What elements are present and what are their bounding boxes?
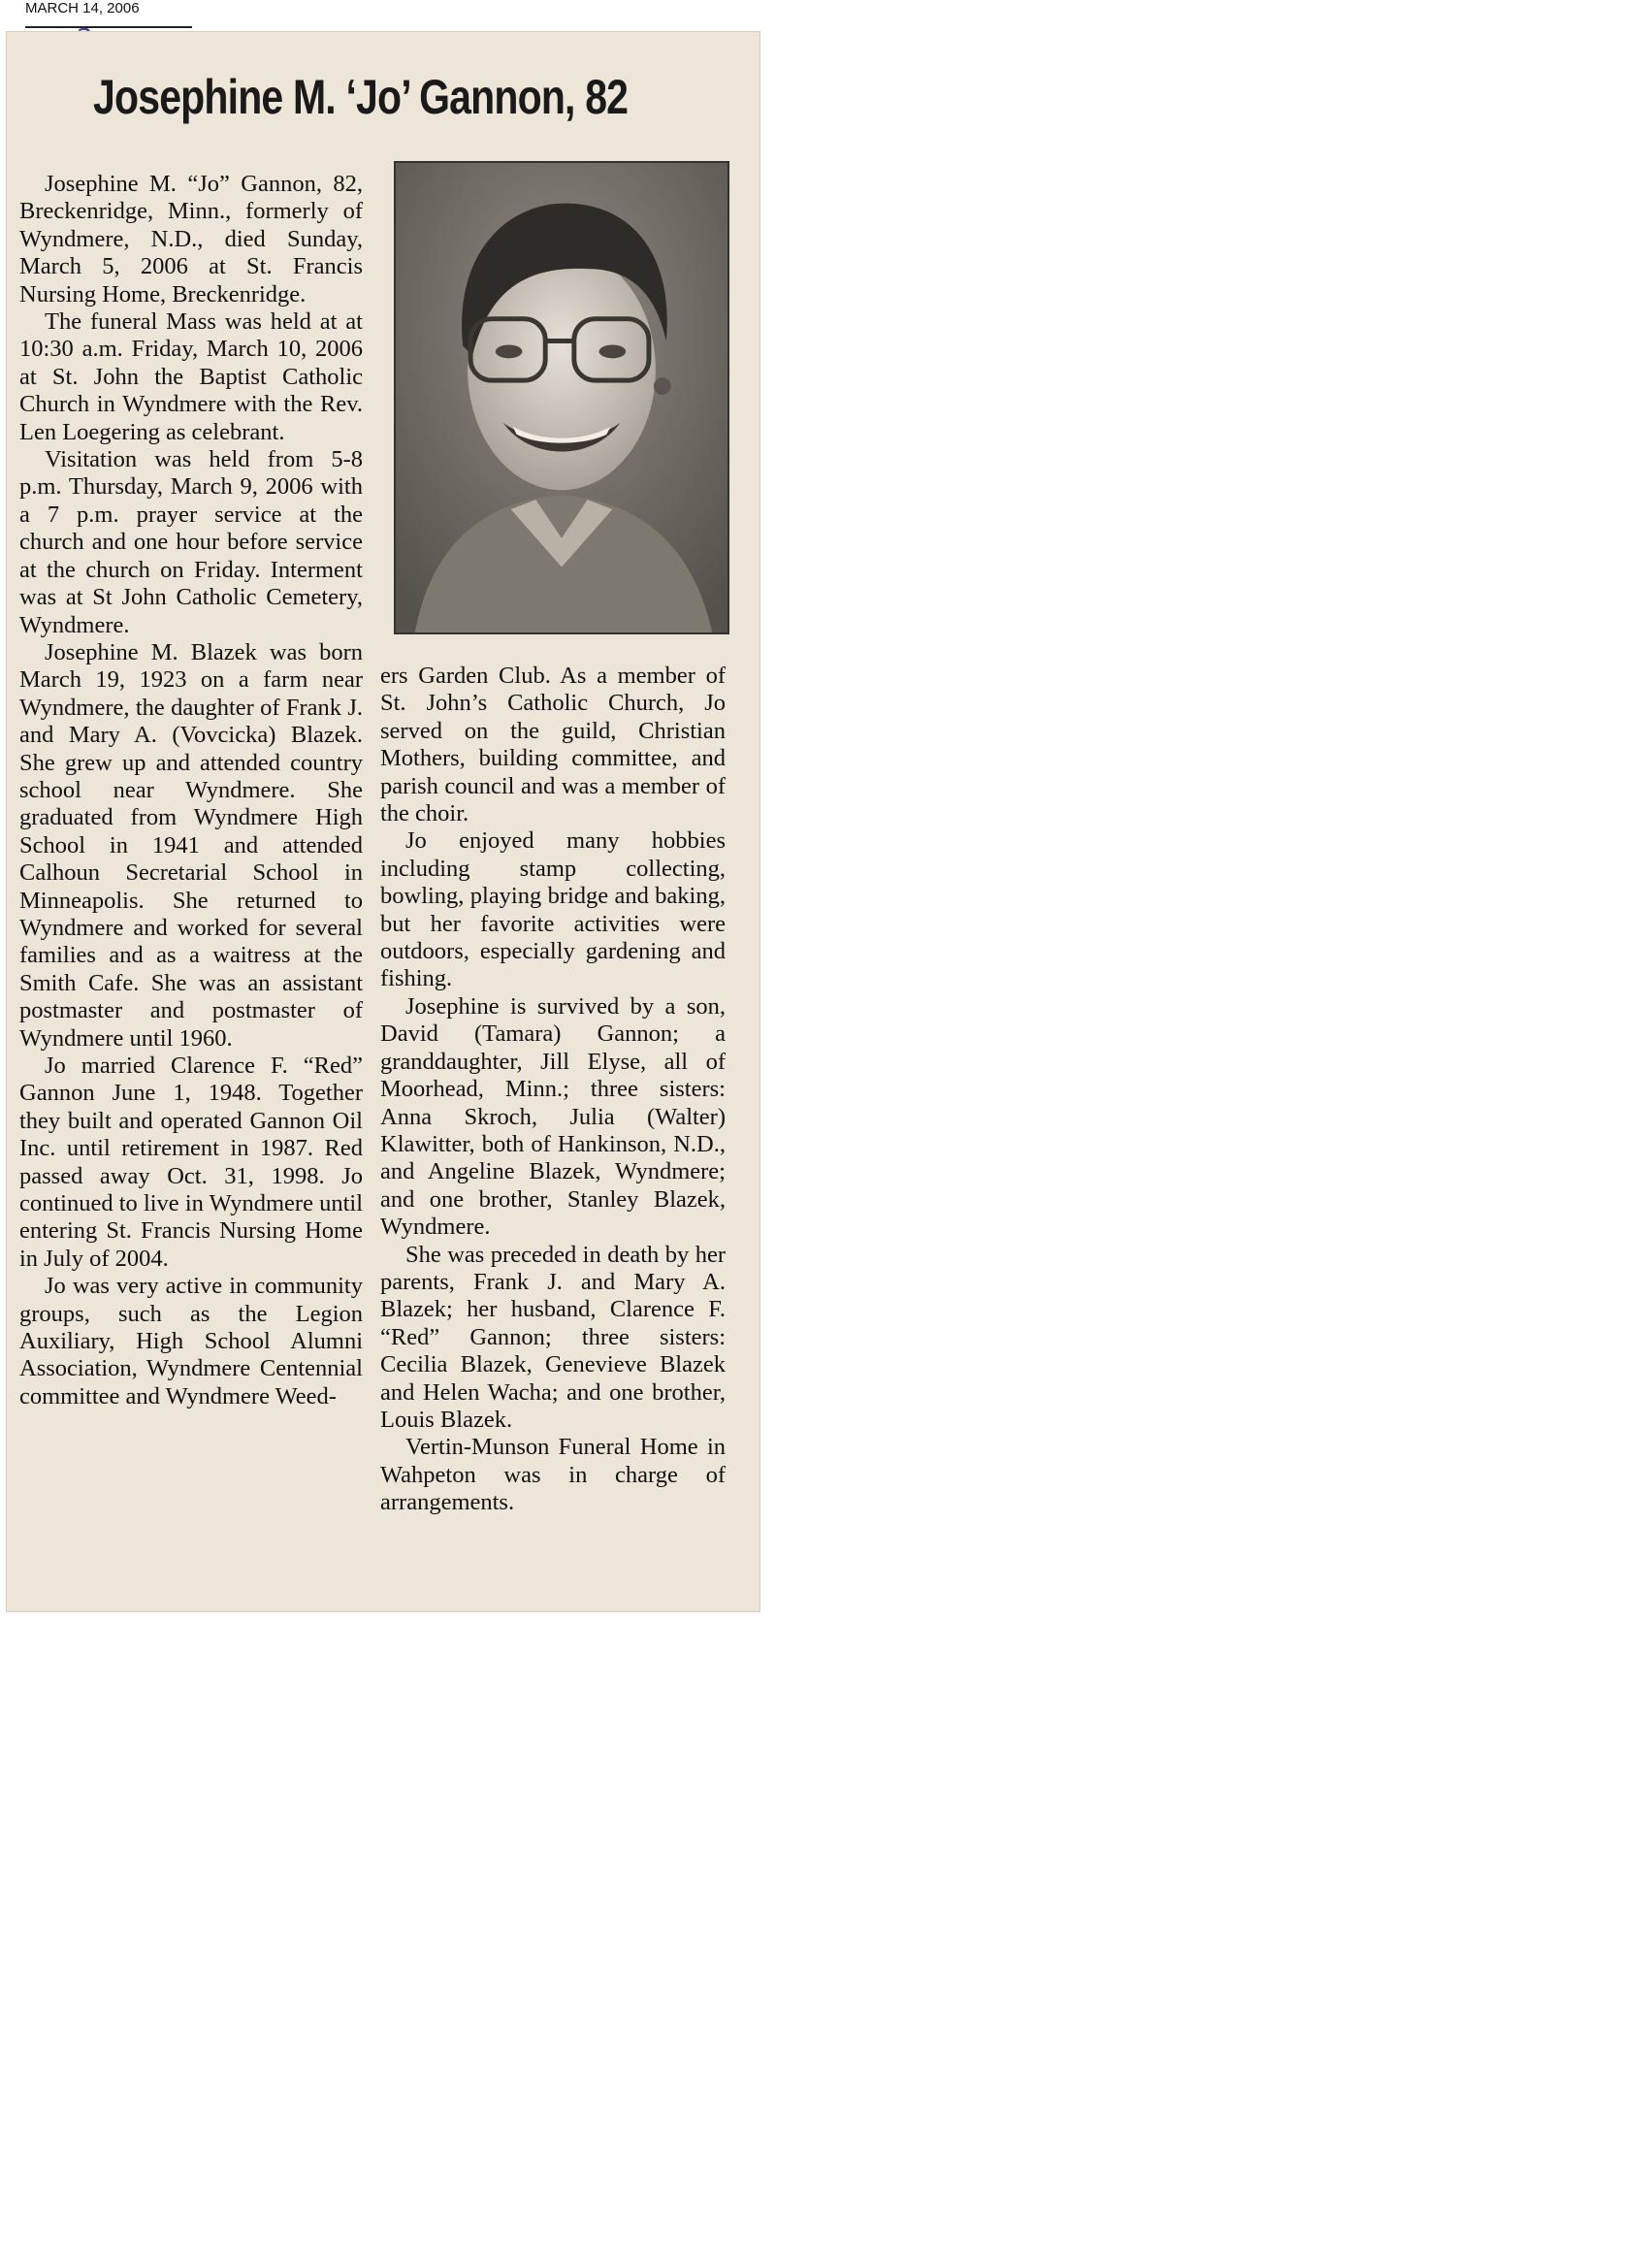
paragraph: She was preceded in death by her parents, Frank J. and Mary A. Blazek; her husband, Clarence F. “Red” Gannon; three sisters: Cecilia Blazek, Genevieve Blazek and Helen Wacha; and one brother, Louis Blazek. [380, 1241, 726, 1433]
paragraph: Josephine M. “Jo” Gannon, 82, Breckenridge, Minn., formerly of Wyndmere, N.D., died Sunday, March 5, 2006 at St. Francis Nursing Home, Breckenridge. [19, 171, 363, 308]
obituary-column-right [380, 663, 726, 1517]
obituary-headline: Josephine M. ‘Jo’ Gannon, 82 [93, 70, 629, 124]
paragraph: Josephine is survived by a son, David (Tamara) Gannon; a granddaughter, Jill Elyse, all of Moorhead, Minn.; three sisters: Anna Skroch, Julia (Walter) Klawitter, both of Hankinson, N.D., and Angeline Blazek, Wyndmere; and one brother, Stanley Blazek, Wyndmere. [380, 992, 726, 1241]
paragraph: Josephine M. Blazek was born March 19, 1923 on a farm near Wyndmere, the daughter of Frank J. and Mary A. (Vovcicka) Blazek. She grew up and attended country school near Wyndmere. She graduated from Wyndmere High School in 1941 and attended Calhoun Secretarial School in Minneapolis. She returned to Wyndmere and worked for several families and as a waitress at the Smith Cafe. She was an assistant postmaster and postmaster of Wyndmere until 1960. [19, 638, 363, 1052]
paragraph: Jo married Clarence F. “Red” Gannon June 1, 1948. Together they built and operated Gannon Oil Inc. until retirement in 1987. Red passed away Oct. 31, 1998. Jo continued to live in Wyndmere until entering St. Francis Nursing Home in July of 2004. [19, 1053, 363, 1272]
portrait-photo-icon [394, 161, 729, 634]
paragraph: Vertin-Munson Funeral Home in Wahpeton was in charge of arrangements. [380, 1434, 726, 1516]
paragraph: Jo was very active in community groups, such as the Legion Auxiliary, High School Alumni Association, Wyndmere Centennial committee and Wyndmere Weed- [19, 1273, 363, 1409]
clipping-date: MARCH 14, 2006 [25, 0, 192, 28]
paragraph: Jo enjoyed many hobbies including stamp collecting, bowling, playing bridge and baking, but her favorite activities were outdoors, especially gardening and fishing. [380, 827, 726, 992]
paragraph: The funeral Mass was held at at 10:30 a.m. Friday, March 10, 2006 at St. John the Baptist Catholic Church in Wyndmere with the Rev. Len Loegering as celebrant. [19, 308, 363, 445]
paragraph: ers Garden Club. As a member of St. John’s Catholic Church, Jo served on the guild, Christian Mothers, building committee, and parish council and was a member of the choir. [380, 663, 726, 827]
paragraph: Visitation was held from 5-8 p.m. Thursday, March 9, 2006 with a 7 p.m. prayer service at the church and one hour before service at the church on Friday. Interment was at St John Catholic Cemetery, Wyndmere. [19, 446, 363, 638]
obituary-column-left [19, 171, 363, 1410]
